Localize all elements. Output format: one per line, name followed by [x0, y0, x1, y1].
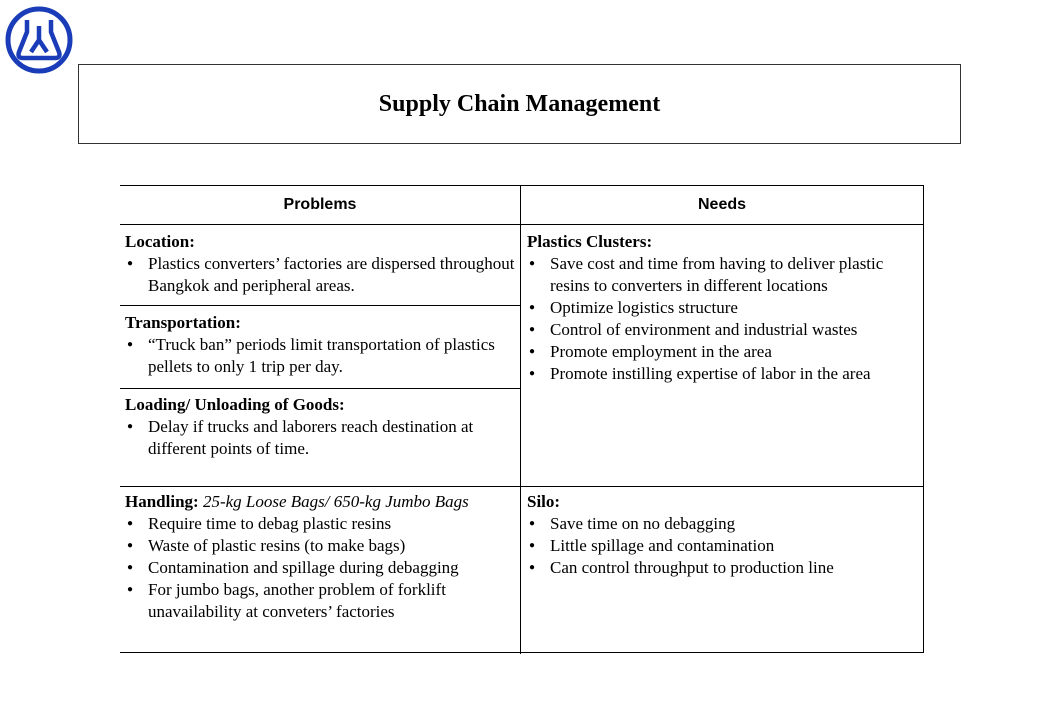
problem-heading: Location: [125, 232, 195, 251]
list-item: ● Promote employment in the area [527, 341, 919, 363]
list-item: ● Plastics converters’ factories are dispersed throughout Bangkok and peripheral areas. [125, 253, 515, 297]
list-item: ● Little spillage and contamination [527, 535, 919, 557]
row-divider [120, 388, 520, 389]
list-item: ● For jumbo bags, another problem of forklift unavailability at conveters’ factories [125, 579, 515, 623]
list-item: ● “Truck ban” periods limit transportation of plastics pellets to only 1 trip per day. [125, 334, 515, 378]
list-item: ● Save time on no debagging [527, 513, 919, 535]
need-heading: Silo: [527, 492, 561, 511]
problem-list [125, 513, 515, 623]
problem-list [125, 253, 515, 297]
column-divider [520, 186, 521, 654]
problem-heading: Transportation: [125, 313, 241, 332]
problem-loading [125, 394, 515, 460]
page-title: Supply Chain Management [378, 90, 661, 117]
problem-heading: Handling: [125, 492, 199, 511]
problem-heading: Loading/ Unloading of Goods: [125, 395, 345, 414]
list-item: ● Control of environment and industrial wastes [527, 319, 919, 341]
header-divider [120, 224, 924, 225]
problem-subheading: 25-kg Loose Bags/ 650-kg Jumbo Bags [202, 492, 469, 511]
list-item: ● Contamination and spillage during debagging [125, 557, 515, 579]
problem-transportation [125, 312, 515, 378]
list-item: ● Waste of plastic resins (to make bags) [125, 535, 515, 557]
need-silo [527, 491, 919, 579]
need-plastics-clusters [527, 231, 919, 385]
company-logo [5, 6, 73, 74]
header-needs: Needs [697, 196, 747, 213]
problem-list [125, 334, 515, 378]
list-item: ● Delay if trucks and laborers reach destination at different points of time. [125, 416, 515, 460]
need-list [527, 253, 919, 385]
list-item: ● Optimize logistics structure [527, 297, 919, 319]
list-item: ● Require time to debag plastic resins [125, 513, 515, 535]
list-item: ● Can control throughput to production line [527, 557, 919, 579]
list-item: ● Promote instilling expertise of labor in the area [527, 363, 919, 385]
need-heading: Plastics Clusters: [527, 232, 653, 251]
header-problems: Problems [283, 196, 357, 213]
row-divider [120, 305, 520, 306]
problem-handling [125, 491, 515, 623]
need-list [527, 513, 919, 579]
problems-needs-table [120, 185, 924, 653]
title-box [78, 64, 961, 144]
list-item: ● Save cost and time from having to deliver plastic resins to converters in different locations [527, 253, 919, 297]
problem-list [125, 416, 515, 460]
problem-location [125, 231, 515, 297]
row-divider [120, 486, 924, 487]
